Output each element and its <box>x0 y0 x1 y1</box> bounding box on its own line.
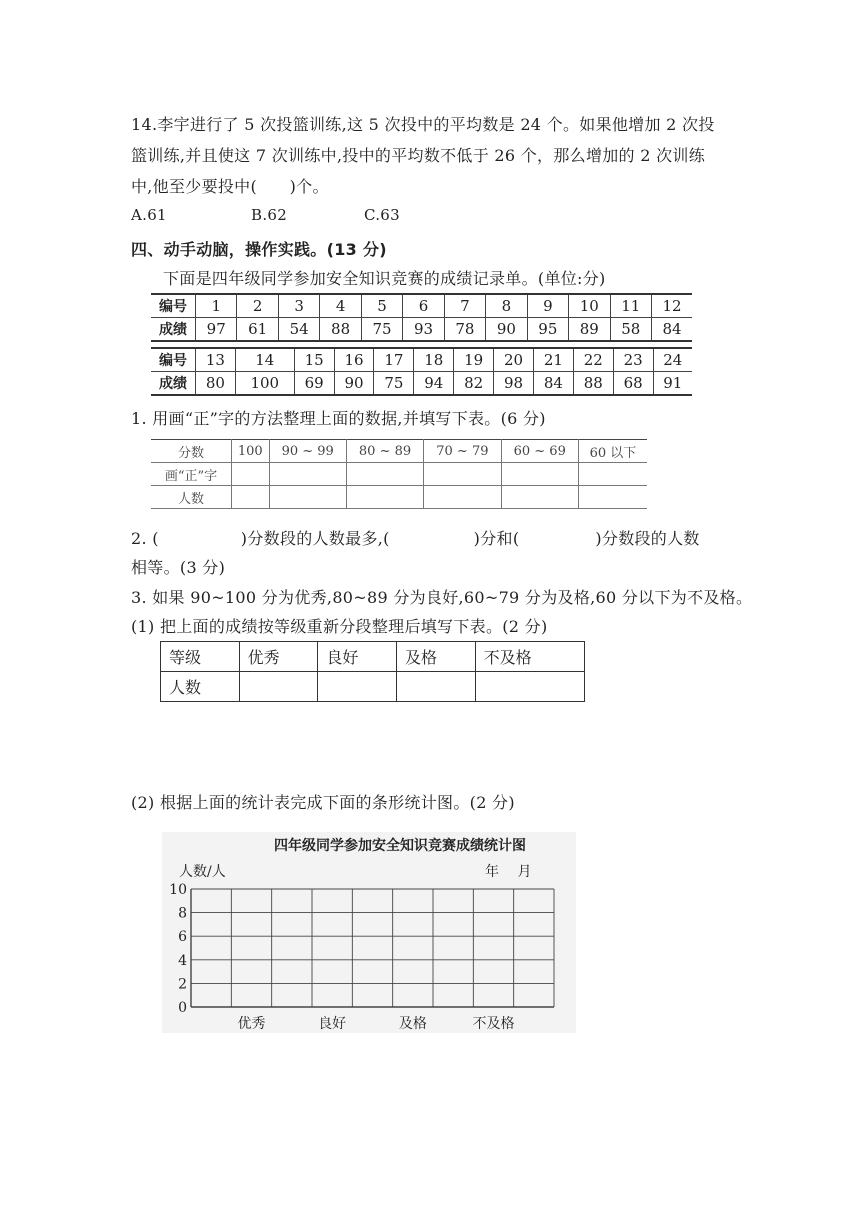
id-cell: 5 <box>361 294 402 318</box>
id-cell: 22 <box>573 348 613 372</box>
score-cell: 90 <box>334 372 374 396</box>
score-cell: 54 <box>278 318 319 342</box>
x-category-label: 良好 <box>318 1016 347 1032</box>
tally-cell[interactable] <box>269 463 346 486</box>
tally-header: 60 ~ 69 <box>501 440 578 463</box>
record-table-part2 <box>151 347 692 396</box>
tally-count-row <box>151 486 647 509</box>
q14-line1: 14.李宇进行了 5 次投篮训练,这 5 次投中的平均数是 24 个。如果他增加 2 次投 <box>131 115 715 134</box>
q2-line2: 相等。(3 分) <box>131 558 226 577</box>
id-cell: 21 <box>533 348 573 372</box>
y-axis-label: 人数/人 <box>179 864 226 880</box>
tally-header-row <box>151 440 647 463</box>
grade-count-row <box>161 672 585 702</box>
score-cell: 98 <box>494 372 534 396</box>
score-cell: 89 <box>569 318 610 342</box>
score-cell: 95 <box>527 318 568 342</box>
q2-part-c: )分和( <box>473 529 520 548</box>
record-table-part1 <box>151 293 692 342</box>
q2-part-a: 2. ( <box>131 529 159 548</box>
chart-title: 四年级同学参加安全知识竞赛成绩统计图 <box>274 838 526 854</box>
tally-row-label: 人数 <box>151 486 232 509</box>
score-cell: 75 <box>361 318 402 342</box>
score-cell: 88 <box>320 318 361 342</box>
q2-line1 <box>131 526 700 549</box>
id-label: 编号 <box>159 299 187 315</box>
tally-cell[interactable] <box>501 486 578 509</box>
q2-part-d: )分数段的人数 <box>595 529 700 548</box>
q14-line2: 篮训练,并且使这 7 次训练中,投中的平均数不低于 26 个，那么增加的 2 次训练 <box>131 146 706 165</box>
y-tick-label: 10 <box>169 882 187 898</box>
id-cell: 14 <box>235 348 294 372</box>
y-tick-label: 6 <box>178 929 187 946</box>
grade-header-row <box>161 642 585 672</box>
id-cell: 17 <box>374 348 414 372</box>
section-intro: 下面是四年级同学参加安全知识竞赛的成绩记录单。(单位:分) <box>163 269 606 288</box>
score-cell: 84 <box>651 318 692 342</box>
id-label: 编号 <box>159 353 187 369</box>
y-tick-label: 8 <box>178 905 187 922</box>
score-cell: 69 <box>294 372 334 396</box>
grade-cell[interactable] <box>239 672 318 702</box>
tally-header: 分数 <box>151 440 232 463</box>
score-cell: 68 <box>613 372 653 396</box>
y-ticks <box>169 882 187 1016</box>
id-cell: 9 <box>527 294 568 318</box>
score-cell: 100 <box>235 372 294 396</box>
tally-cell[interactable] <box>424 463 501 486</box>
tally-row-label: 画“正”字 <box>151 463 232 486</box>
id-cell: 1 <box>196 294 237 318</box>
q14-option-c: C.63 <box>364 206 400 224</box>
tally-cell[interactable] <box>424 486 501 509</box>
id-cell: 11 <box>610 294 651 318</box>
date-label: 年 月 <box>485 864 532 880</box>
score-cell: 58 <box>610 318 651 342</box>
id-cell: 18 <box>414 348 454 372</box>
score-cell: 61 <box>237 318 278 342</box>
tally-header: 90 ~ 99 <box>269 440 346 463</box>
tally-header: 60 以下 <box>578 440 647 463</box>
id-cell: 4 <box>320 294 361 318</box>
id-cell: 3 <box>278 294 319 318</box>
q3-sub2: (2) 根据上面的统计表完成下面的条形统计图。(2 分) <box>131 793 515 812</box>
grade-row-label: 人数 <box>161 672 240 702</box>
grade-header: 及格 <box>396 642 475 672</box>
grade-table <box>160 641 585 702</box>
grade-cell[interactable] <box>475 672 584 702</box>
id-row <box>151 348 692 372</box>
id-cell: 24 <box>653 348 692 372</box>
tally-cell[interactable] <box>346 486 423 509</box>
tally-cell[interactable] <box>346 463 423 486</box>
q14-line3: 中,他至少要投中( )个。 <box>131 177 329 196</box>
tally-cell[interactable] <box>269 486 346 509</box>
y-tick-label: 2 <box>178 976 187 993</box>
chart-grid <box>191 889 554 1007</box>
tally-mark-row <box>151 463 647 486</box>
id-cell: 7 <box>444 294 485 318</box>
tally-header: 80 ~ 89 <box>346 440 423 463</box>
tally-cell[interactable] <box>501 463 578 486</box>
score-label: 成绩 <box>151 318 196 342</box>
q3-text: 3. 如果 90~100 分为优秀,80~89 分为良好,60~79 分为及格,60 分以下为不及格。 <box>131 588 753 607</box>
id-cell: 8 <box>486 294 527 318</box>
x-category-label: 不及格 <box>472 1016 515 1032</box>
x-categories <box>238 1015 515 1032</box>
q3-sub1: (1) 把上面的成绩按等级重新分段整理后填写下表。(2 分) <box>131 617 548 636</box>
id-cell: 6 <box>403 294 444 318</box>
tally-cell[interactable] <box>232 486 270 509</box>
id-cell: 10 <box>569 294 610 318</box>
score-cell: 84 <box>533 372 573 396</box>
id-cell: 19 <box>454 348 494 372</box>
y-tick-label: 0 <box>178 1000 187 1016</box>
score-cell: 78 <box>444 318 485 342</box>
bar-chart <box>162 832 576 1033</box>
x-category-label: 优秀 <box>237 1016 266 1032</box>
id-cell: 2 <box>237 294 278 318</box>
score-row <box>151 372 692 396</box>
score-row <box>151 318 692 342</box>
section-heading: 四、动手动脑，操作实践。(13 分) <box>131 240 387 259</box>
id-row <box>151 294 692 318</box>
tally-cell[interactable] <box>578 486 647 509</box>
y-tick-label: 4 <box>178 952 187 969</box>
id-cell: 23 <box>613 348 653 372</box>
q14-option-b: B.62 <box>251 206 288 224</box>
q1-text: 1. 用画“正”字的方法整理上面的数据,并填写下表。(6 分) <box>131 409 546 428</box>
grade-header: 优秀 <box>239 642 318 672</box>
id-cell: 12 <box>651 294 692 318</box>
grade-cell[interactable] <box>396 672 475 702</box>
score-cell: 88 <box>573 372 613 396</box>
tally-cell[interactable] <box>578 463 647 486</box>
grade-header: 良好 <box>318 642 397 672</box>
q14-option-a: A.61 <box>131 206 167 224</box>
score-cell: 94 <box>414 372 454 396</box>
id-cell: 20 <box>494 348 534 372</box>
score-cell: 97 <box>196 318 237 342</box>
id-cell: 13 <box>196 348 236 372</box>
x-category-label: 及格 <box>398 1016 427 1032</box>
score-label: 成绩 <box>151 372 196 396</box>
score-cell: 80 <box>196 372 236 396</box>
tally-header: 70 ~ 79 <box>424 440 501 463</box>
id-cell: 16 <box>334 348 374 372</box>
grade-header: 不及格 <box>475 642 584 672</box>
tally-cell[interactable] <box>232 463 270 486</box>
q2-part-b: )分数段的人数最多,( <box>240 529 390 548</box>
grade-header: 等级 <box>161 642 240 672</box>
score-cell: 90 <box>486 318 527 342</box>
score-cell: 75 <box>374 372 414 396</box>
id-cell: 15 <box>294 348 334 372</box>
grade-cell[interactable] <box>318 672 397 702</box>
score-cell: 93 <box>403 318 444 342</box>
score-cell: 91 <box>653 372 692 396</box>
tally-table <box>151 439 647 509</box>
score-cell: 82 <box>454 372 494 396</box>
tally-header: 100 <box>232 440 270 463</box>
